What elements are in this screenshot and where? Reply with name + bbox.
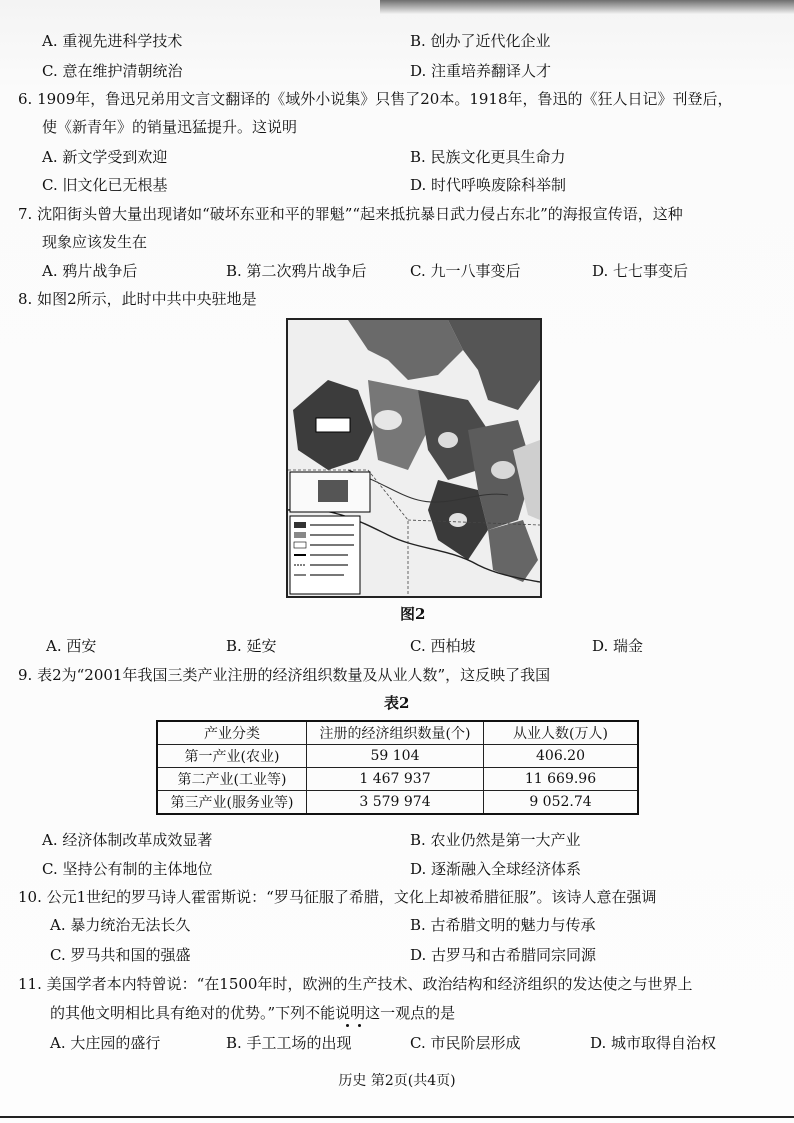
table-cell: 9 052.74: [484, 791, 639, 815]
q11-option-b: B. 手工工场的出现: [226, 1034, 352, 1052]
q5-option-c: C. 意在维护清朝统治: [42, 62, 183, 80]
q6-option-b: B. 民族文化更具生命力: [410, 148, 566, 166]
q7-option-b: B. 第二次鸦片战争后: [226, 262, 367, 280]
q11-stem-line1: 11. 美国学者本内特曾说：“在1500年时，欧洲的生产技术、政治结构和经济组织的发达使之与世界上: [18, 975, 693, 993]
q10-option-d: D. 古罗马和古希腊同宗同源: [410, 946, 597, 964]
table-cell: 11 669.96: [484, 768, 639, 791]
table-2-title: 表2: [384, 694, 410, 712]
table-cell: 第一产业(农业): [157, 745, 307, 768]
table-cell: 第二产业(工业等): [157, 768, 307, 791]
table-row: [157, 745, 638, 768]
q5-option-a: A. 重视先进科学技术: [42, 32, 183, 50]
q11-stem-line2: 的其他文明相比具有绝对的优势。”下列不能说明这一观点的是: [50, 1004, 456, 1022]
emphasis-dot: [346, 1024, 349, 1027]
historical-map-figure: [286, 318, 542, 598]
emphasis-dot: [358, 1024, 361, 1027]
q6-option-d: D. 时代呼唤废除科举制: [410, 176, 567, 194]
q8-option-d: D. 瑞金: [592, 637, 644, 655]
table-row: [157, 768, 638, 791]
q9-stem: 9. 表2为“2001年我国三类产业注册的经济组织数量及从业人数”，这反映了我国: [18, 666, 551, 684]
q9-option-b: B. 农业仍然是第一大产业: [410, 831, 581, 849]
q6-option-c: C. 旧文化已无根基: [42, 176, 168, 194]
q6-stem-line2: 使《新青年》的销量迅猛提升。这说明: [42, 118, 298, 136]
table-cell: 3 579 974: [307, 791, 484, 815]
figure-2-caption: 图2: [400, 605, 426, 623]
q9-option-d: D. 逐渐融入全球经济体系: [410, 860, 582, 878]
q11-option-d: D. 城市取得自治权: [590, 1034, 717, 1052]
table-header-cell: 从业人数(万人): [484, 721, 639, 745]
scan-edge-shadow: [380, 0, 794, 14]
q7-option-a: A. 鸦片战争后: [42, 262, 138, 280]
q8-stem: 8. 如图2所示，此时中共中央驻地是: [18, 290, 257, 308]
page-footer: 历史 第2页(共4页): [338, 1073, 456, 1089]
q5-option-b: B. 创办了近代化企业: [410, 32, 551, 50]
q10-option-b: B. 古希腊文明的魅力与传承: [410, 916, 596, 934]
table-cell: 406.20: [484, 745, 639, 768]
table-header-row: [157, 721, 638, 745]
q10-stem: 10. 公元1世纪的罗马诗人霍雷斯说：“罗马征服了希腊，文化上却被希腊征服”。该诗人意在强调: [18, 888, 657, 906]
table-header-cell: 产业分类: [157, 721, 307, 745]
q7-stem-line1: 7. 沈阳街头曾大量出现诸如“破坏东亚和平的罪魁”“起来抵抗暴日武力侵占东北”的海报宣传语，这种: [18, 205, 683, 223]
q11-option-a: A. 大庄园的盛行: [50, 1034, 161, 1052]
table-cell: 59 104: [307, 745, 484, 768]
q8-option-a: A. 西安: [46, 637, 97, 655]
q11-option-c: C. 市民阶层形成: [410, 1034, 521, 1052]
q7-option-c: C. 九一八事变后: [410, 262, 521, 280]
table-2: [156, 720, 639, 815]
q9-option-c: C. 坚持公有制的主体地位: [42, 860, 213, 878]
q7-option-d: D. 七七事变后: [592, 262, 689, 280]
table-header-cell: 注册的经济组织数量(个): [307, 721, 484, 745]
q6-option-a: A. 新文学受到欢迎: [42, 148, 168, 166]
bottom-rule: [0, 1116, 794, 1118]
table-cell: 第三产业(服务业等): [157, 791, 307, 815]
q5-option-d: D. 注重培养翻译人才: [410, 62, 552, 80]
q8-option-c: C. 西柏坡: [410, 637, 476, 655]
table-cell: 1 467 937: [307, 768, 484, 791]
q9-option-a: A. 经济体制改革成效显著: [42, 831, 213, 849]
q7-stem-line2: 现象应该发生在: [42, 233, 148, 251]
q10-option-a: A. 暴力统治无法长久: [50, 916, 191, 934]
q10-option-c: C. 罗马共和国的强盛: [50, 946, 191, 964]
q8-option-b: B. 延安: [226, 637, 277, 655]
map-graphic: [288, 320, 540, 596]
q6-stem-line1: 6. 1909年，鲁迅兄弟用文言文翻译的《域外小说集》只售了20本。1918年，鲁迅的《狂人日记》刊登后，: [18, 90, 733, 108]
table-row: [157, 791, 638, 815]
